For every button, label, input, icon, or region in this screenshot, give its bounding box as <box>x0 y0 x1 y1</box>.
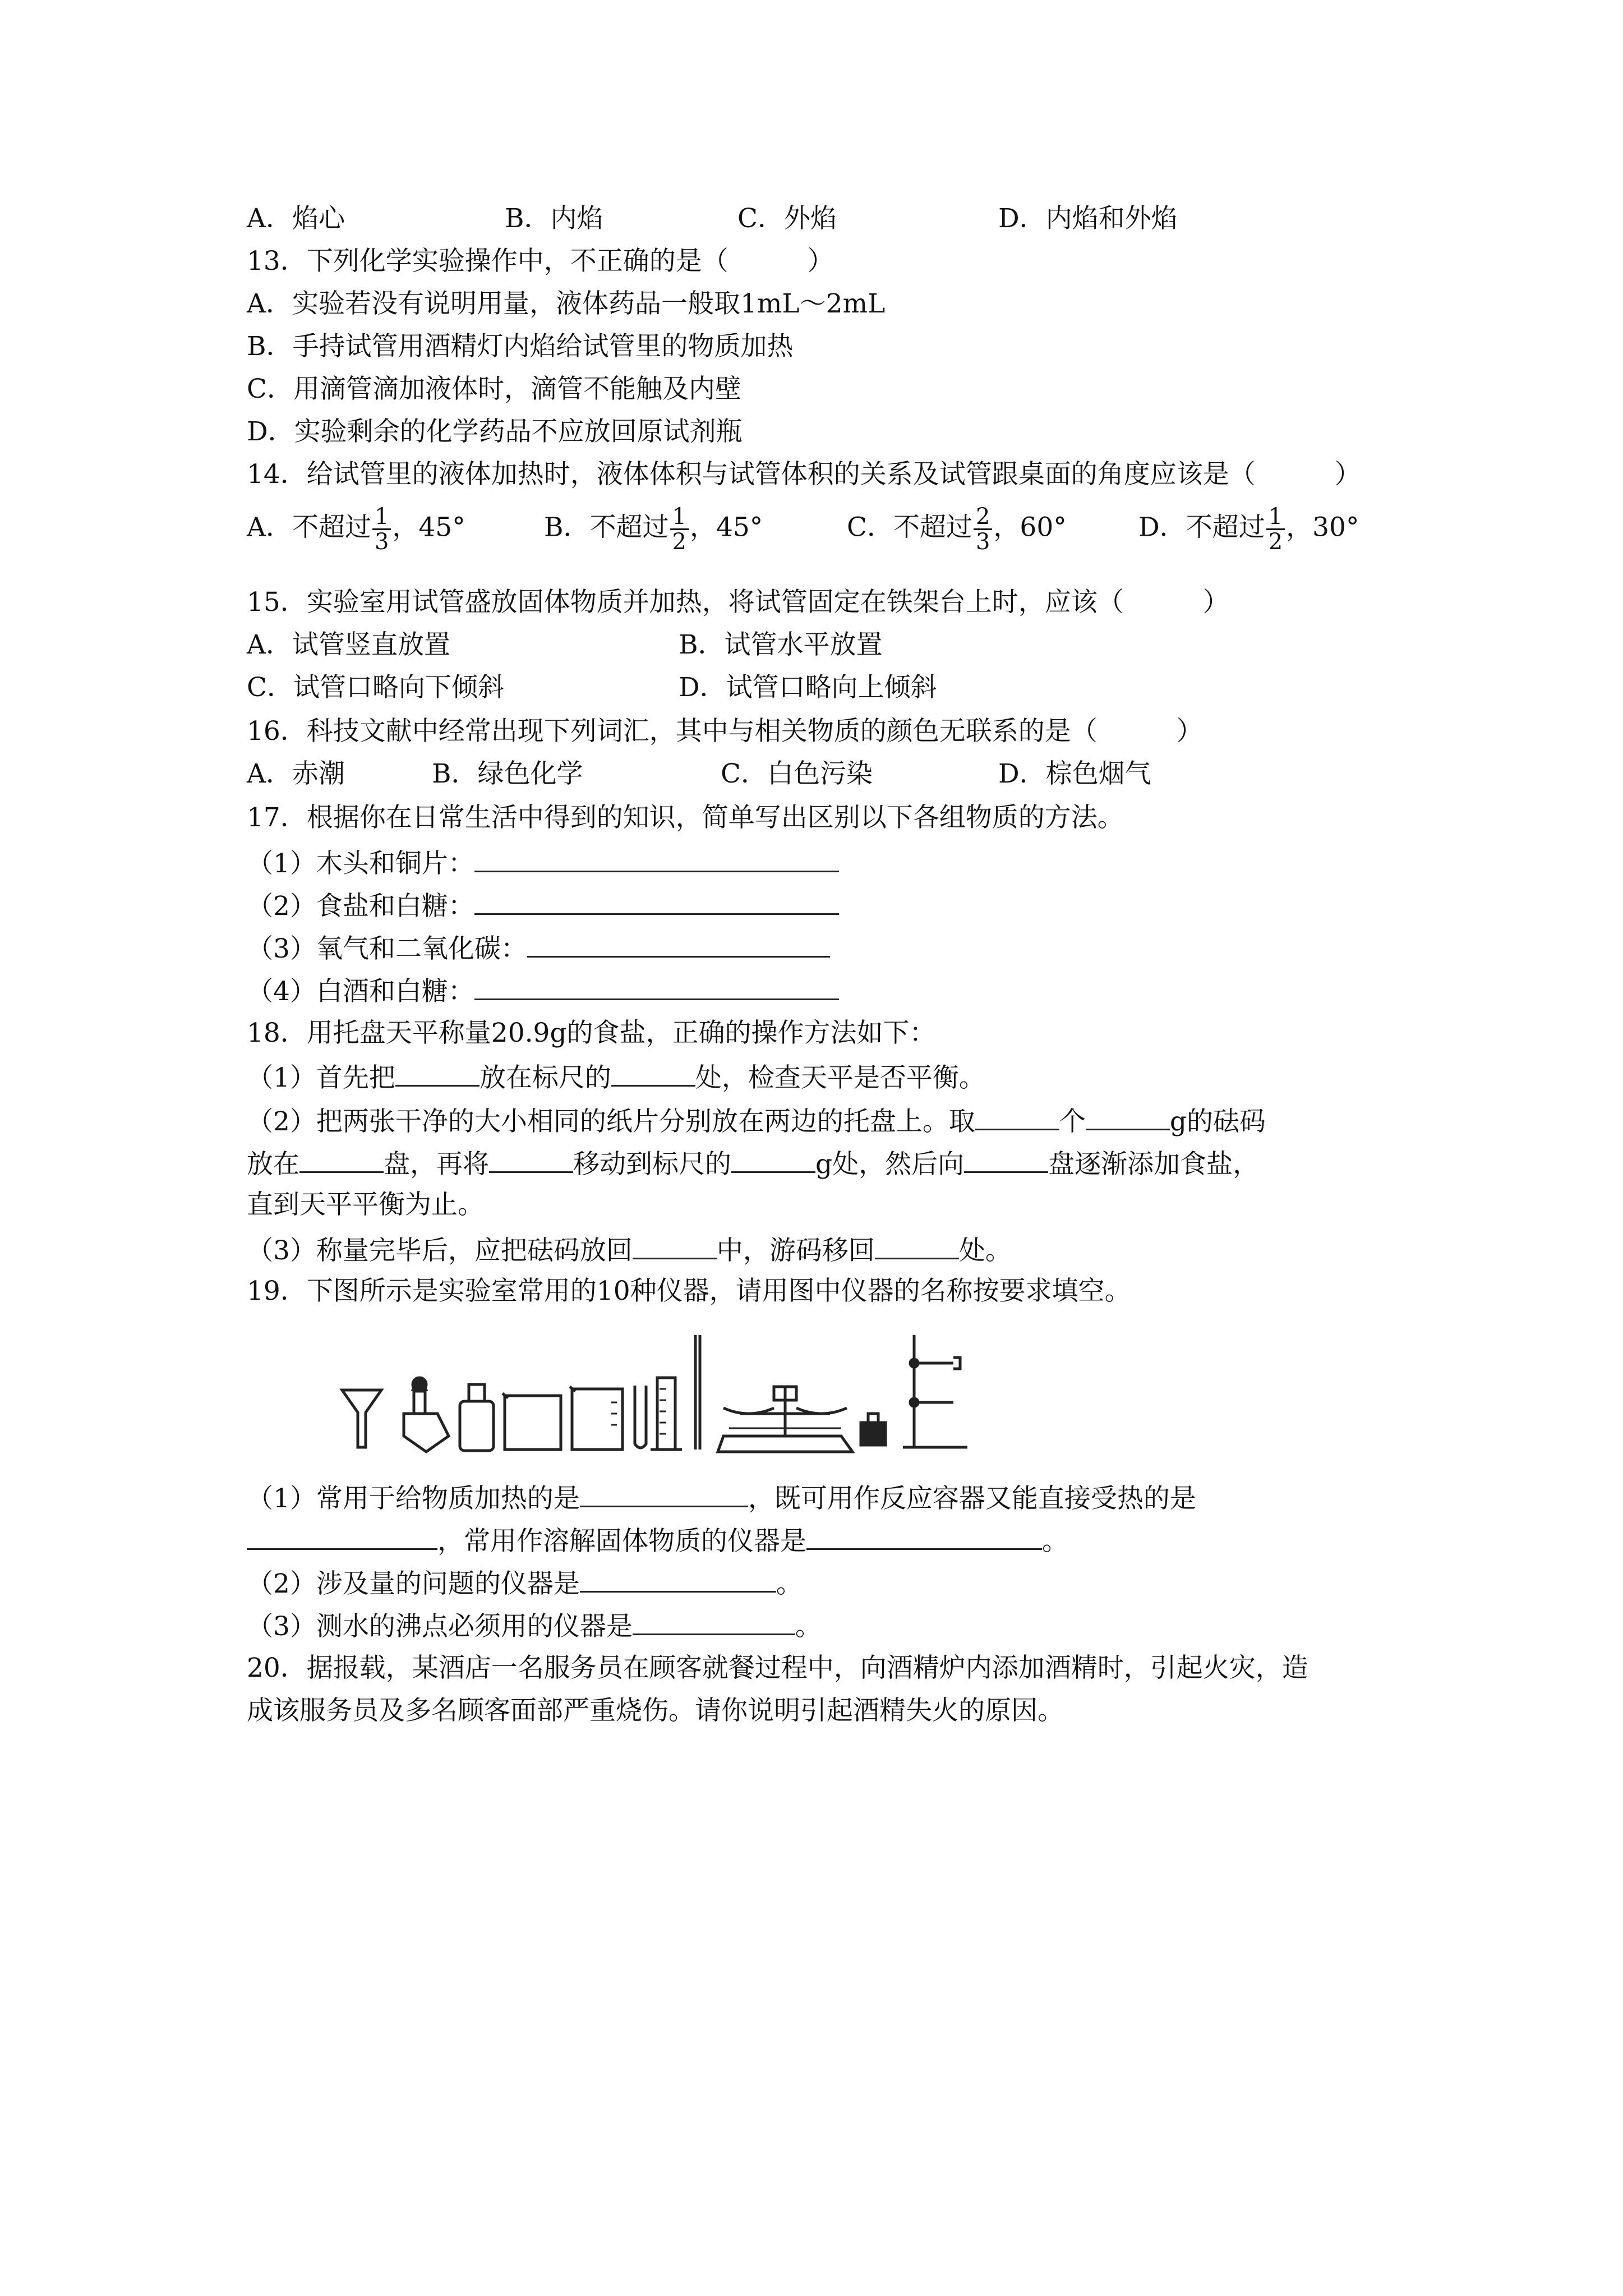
q13-option-c: C．用滴管滴加液体时，滴管不能触及内壁 <box>247 374 741 404</box>
q15-option-d: D．试管口略向上倾斜 <box>679 672 937 703</box>
q18-stem: 18．用托盘天平称量20.9g的食盐，正确的操作方法如下： <box>247 1018 936 1048</box>
q18-part-2a: （2）把两张干净的大小相同的纸片分别放在两边的托盘上。取 个 g的砝码 <box>247 1103 1266 1139</box>
q20-line-2: 成该服务员及多名顾客面部严重烧伤。请你说明引起酒精失火的原因。 <box>247 1695 1064 1726</box>
q19-stem: 19．下图所示是实验室常用的10种仪器，请用图中仪器的名称按要求填空。 <box>247 1276 1131 1306</box>
iron-stand-icon <box>903 1335 967 1447</box>
tall-beaker-icon <box>570 1387 623 1450</box>
q12-option-c: C．外焰 <box>737 203 837 234</box>
answer-blank[interactable] <box>395 1059 479 1087</box>
test-tube-icon <box>635 1386 646 1448</box>
alcohol-lamp-icon <box>404 1378 449 1452</box>
answer-blank[interactable] <box>489 1145 573 1173</box>
answer-blank[interactable] <box>975 1103 1059 1130</box>
q14-option-d: D．不超过 $\frac{1}{2}$ ，30° <box>1138 504 1359 555</box>
answer-blank[interactable] <box>633 1608 795 1635</box>
answer-blank[interactable] <box>611 1059 695 1087</box>
q17-item-2: （2）食盐和白糖： <box>247 887 839 923</box>
funnel-icon <box>342 1390 381 1447</box>
thermometer-icon <box>695 1335 700 1450</box>
q17-item-3: （3）氧气和二氧化碳： <box>247 930 830 966</box>
q16-option-b: B．绿色化学 <box>432 758 583 789</box>
q15-stem: 15．实验室用试管盛放固体物质并加热，将试管固定在铁架台上时，应该（ ） <box>247 587 1229 618</box>
q12-option-d: D．内焰和外焰 <box>998 203 1178 234</box>
q15-option-c: C．试管口略向下倾斜 <box>247 672 504 703</box>
graduated-cylinder-icon <box>651 1378 682 1450</box>
q12-option-a: A．焰心 <box>247 203 345 234</box>
q16-stem: 16．科技文献中经常出现下列词汇，其中与相关物质的颜色无联系的是（ ） <box>247 716 1203 747</box>
q19-part-3: （3）测水的沸点必须用的仪器是 。 <box>247 1608 822 1644</box>
q15-option-a: A．试管竖直放置 <box>247 629 450 660</box>
answer-blank[interactable] <box>875 1232 959 1259</box>
balance-icon <box>718 1386 852 1452</box>
q13-option-d: D．实验剩余的化学药品不应放回原试剂瓶 <box>247 416 743 447</box>
answer-blank[interactable] <box>1086 1103 1170 1130</box>
q18-part-2c: 直到天平平衡为止。 <box>247 1189 484 1220</box>
weights-icon <box>861 1414 886 1445</box>
q15-option-b: B．试管水平放置 <box>679 629 883 660</box>
lab-instruments-figure <box>336 1324 1032 1458</box>
q13-option-b: B．手持试管用酒精灯内焰给试管里的物质加热 <box>247 331 794 362</box>
q13-option-a: A．实验若没有说明用量，液体药品一般取1mL～2mL <box>247 288 886 319</box>
answer-blank[interactable] <box>633 1232 717 1259</box>
answer-blank[interactable] <box>474 887 839 915</box>
q14-option-c: C．不超过 $\frac{2}{3}$ ，60° <box>847 504 1067 555</box>
answer-blank[interactable] <box>964 1145 1048 1173</box>
answer-blank[interactable] <box>247 1522 437 1550</box>
answer-blank[interactable] <box>580 1565 776 1593</box>
q13-stem: 13．下列化学实验操作中，不正确的是（ ） <box>247 246 834 277</box>
q14-option-b: B．不超过 $\frac{1}{2}$ ，45° <box>544 504 763 555</box>
q12-option-b: B．内焰 <box>505 203 603 234</box>
beaker-icon <box>502 1393 561 1450</box>
q19-part-2: （2）涉及量的问题的仪器是 。 <box>247 1565 803 1601</box>
answer-blank[interactable] <box>580 1480 748 1507</box>
q16-option-d: D．棕色烟气 <box>998 758 1151 789</box>
q16-option-a: A．赤潮 <box>247 758 345 789</box>
q16-option-c: C．白色污染 <box>721 758 873 789</box>
q19-part-1a: （1）常用于给物质加热的是 ，既可用作反应容器又能直接受热的是 <box>247 1480 1196 1516</box>
q14-stem: 14．给试管里的液体加热时，液体体积与试管体积的关系及试管跟桌面的角度应该是（ ） <box>247 459 1361 490</box>
q19-part-1b: ，常用作溶解固体物质的仪器是 。 <box>247 1522 1068 1558</box>
answer-blank[interactable] <box>474 845 839 872</box>
answer-blank[interactable] <box>527 930 830 958</box>
q20-line-1: 20．据报载，某酒店一名服务员在顾客就餐过程中，向酒精炉内添加酒精时，引起火灾，造 <box>247 1653 1308 1683</box>
lab-instruments-illustration <box>336 1324 1032 1458</box>
q14-options <box>247 505 1481 572</box>
q18-part-1: （1）首先把 放在标尺的 处，检查天平是否平衡。 <box>247 1059 985 1095</box>
q18-part-2b: 放在 盘，再将 移动到标尺的 g处，然后向 盘逐渐添加食盐， <box>247 1145 1259 1181</box>
answer-blank[interactable] <box>731 1145 815 1173</box>
q17-item-4: （4）白酒和白糖： <box>247 973 839 1009</box>
answer-blank[interactable] <box>299 1145 384 1173</box>
q17-item-1: （1）木头和铜片： <box>247 845 839 881</box>
reagent-bottle-icon <box>460 1384 494 1451</box>
answer-blank[interactable] <box>474 973 839 1000</box>
q14-option-a: A．不超过 $\frac{1}{3}$ ，45° <box>247 504 465 555</box>
answer-blank[interactable] <box>806 1522 1042 1550</box>
q18-part-3: （3）称量完毕后，应把砝码放回 中，游码移回 处。 <box>247 1232 1012 1268</box>
q17-stem: 17．根据你在日常生活中得到的知识，简单写出区别以下各组物质的方法。 <box>247 802 1124 833</box>
